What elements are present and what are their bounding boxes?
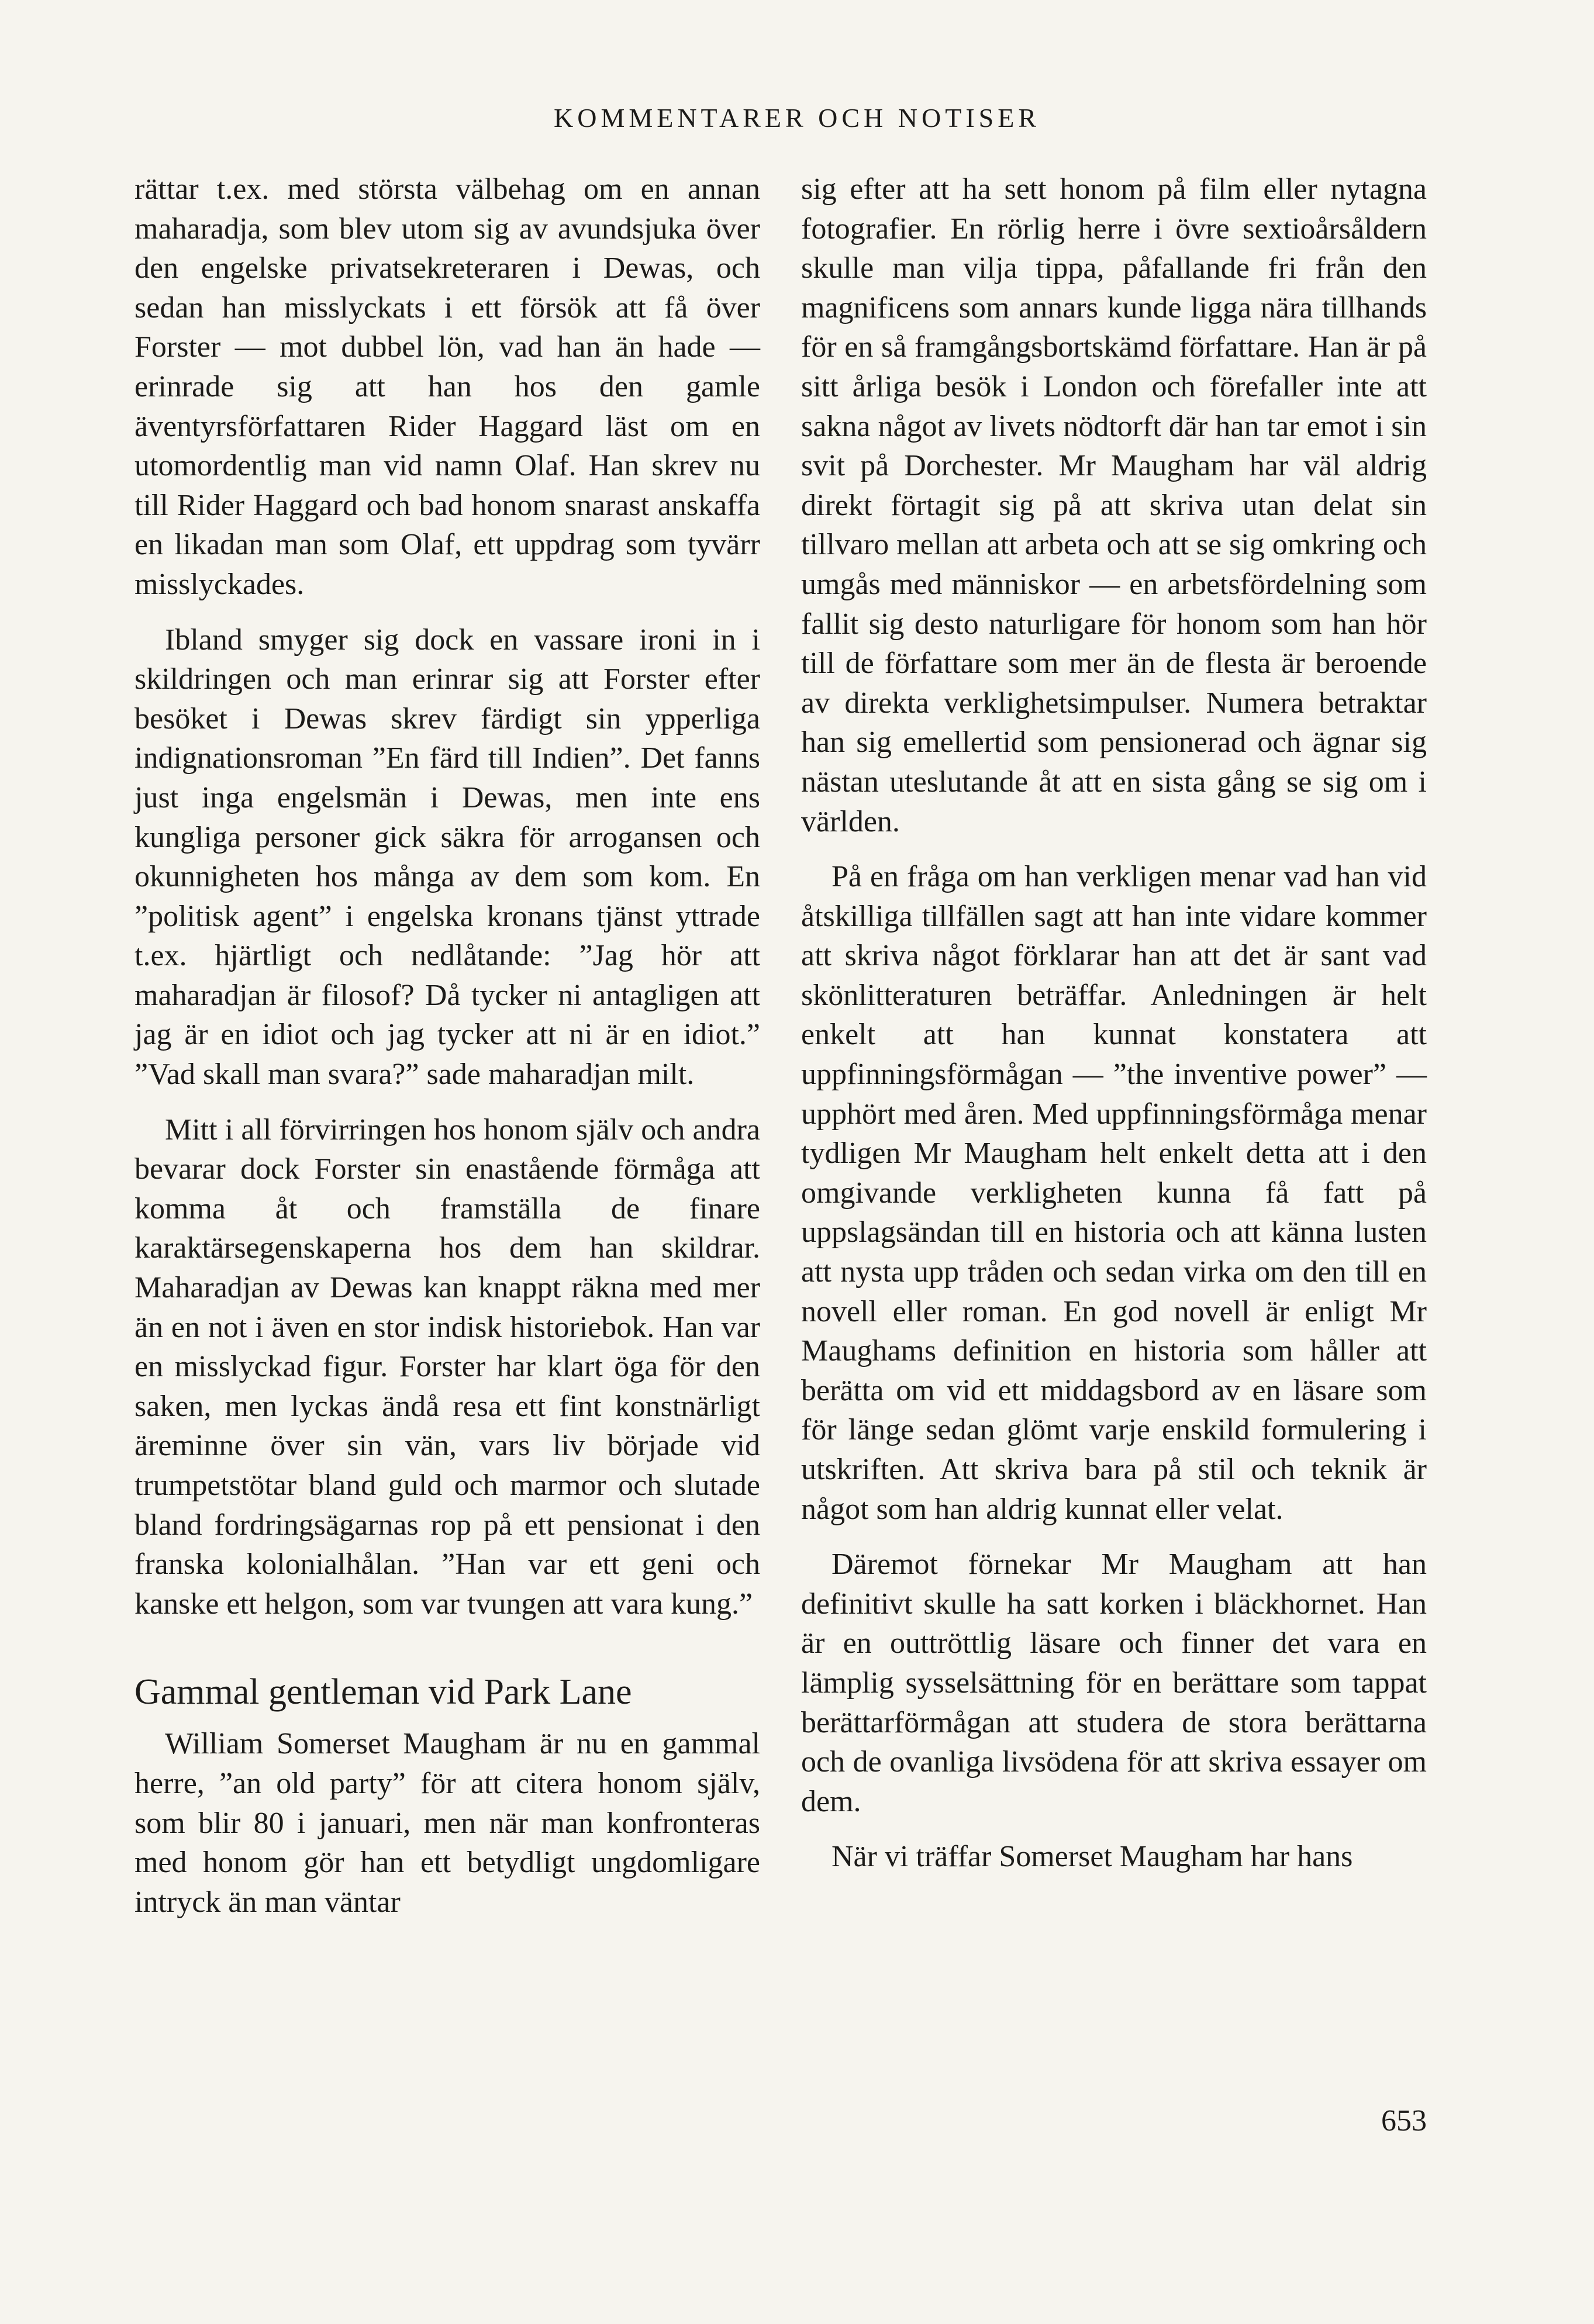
paragraph: När vi träffar Somerset Maugham har hans	[831, 1840, 1353, 1874]
paragraph: William Somerset Maugham är nu en gammal herre, ”an old party” för att citera honom själv, som blir 80 i januari, men när man konfronteras med honom gör han ett betydligt ungdomligare intryck än man väntar	[134, 1727, 760, 1919]
right-column	[801, 170, 1427, 1893]
paragraph: sig efter att ha sett honom på film eller nytagna fotografier. En rörlig herre i övre sextioårsåldern skulle man vilja tippa, påfallande fri från den magnificens som annars kunde ligga nära tillhands för en så framgångsbortskämd författare. Han är på sitt årliga besök i London och förefaller inte att sakna något av livets nödtorft där han tar emot i sin svit på Dorchester. Mr Maugham har väl aldrig direkt förtagit sig på att skriva utan delat sin tillvaro mellan att arbeta och att se sig omkring och umgås med människor — en arbetsfördelning som fallit sig desto naturligare för honom som han hör till de författare som mer än de flesta är beroende av direkta verklighetsimpulser. Numera betraktar han sig emellertid som pensionerad och ägnar sig nästan uteslutande åt att en sista gång se sig om i världen.	[801, 172, 1427, 838]
paragraph: Mitt i all förvirringen hos honom själv och andra bevarar dock Forster sin enastående förmåga att komma åt och framställa de finare karaktärsegenskaperna hos dem han skildrar. Maharadjan av Dewas kan knappt räkna med mer än en not i även en stor indisk historiebok. Han var en misslyckad figur. Forster har klart öga för den saken, men lyckas ändå resa ett fint konstnärligt äreminne över sin vän, vars liv började vid trumpetstötar bland guld och marmor och slutade bland fordringsägarnas rop på ett pensionat i den franska kolonialhålan. ”Han var ett geni och kanske ett helgon, som var tvungen att vara kung.”	[134, 1113, 760, 1621]
left-column	[134, 170, 760, 1938]
running-head: KOMMENTARER OCH NOTISER	[554, 103, 1040, 133]
paragraph: Ibland smyger sig dock en vassare ironi in i skildringen och man erinrar sig att Forster efter besöket i Dewas skrev färdigt sin ypperliga indignationsroman ”En färd till Indien”. Det fanns just inga engelsmän i Dewas, men inte ens kungliga personer gick säkra för arrogansen och okunnigheten hos många av dem som kom. En ”politisk agent” i engelska kronans tjänst yttrade t.ex. hjärtligt och nedlåtande: ”Jag hör att maharadjan är filosof? Då tycker ni antagligen att jag är en idiot och jag tycker att ni är en idiot.” ”Vad skall man svara?” sade maharadjan milt.	[134, 623, 760, 1092]
section-heading: Gammal gentleman vid Park Lane	[134, 1672, 632, 1712]
page-number: 653	[1381, 2104, 1427, 2137]
paragraph: På en fråga om han verkligen menar vad han vid åtskilliga tillfällen sagt att han inte vidare kommer att skriva något förklarar han att det är sant vad skönlitteraturen beträffar. Anledningen är helt enkelt att han kunnat konstatera att uppfinningsförmågan — ”the inventive power” — upphört med åren. Med uppfinningsförmåga menar tydligen Mr Maugham helt enkelt detta att i den omgivande verkligheten kunna få fatt på uppslagsändan till en historia och att känna lusten att nysta upp tråden och sedan virka om den till en novell eller roman. En god novell är enligt Mr Maughams definition en historia som håller att berätta om vid ett middagsbord av en läsare som för länge sedan glömt varje enskild formulering i utskriften. Att skriva bara på stil och teknik är något som han aldrig kunnat eller velat.	[801, 860, 1427, 1526]
paragraph: rättar t.ex. med största välbehag om en annan maharadja, som blev utom sig av avundsjuka över den engelske privatsekreteraren i Dewas, och sedan han misslyckats i ett försök att få över Forster — mot dubbel lön, vad han än hade — erinrade sig att han hos den gamle äventyrsförfattaren Rider Haggard läst om en utomordentlig man vid namn Olaf. Han skrev nu till Rider Haggard och bad honom snarast anskaffa en likadan man som Olaf, ett uppdrag som tyvärr misslyckades.	[134, 172, 760, 601]
paragraph: Däremot förnekar Mr Maugham att han definitivt skulle ha satt korken i bläckhornet. Han är en outtröttlig läsare och finner det vara en lämplig sysselsättning för en berättare som tappat berättarförmågan att studera de stora berättarna och de ovanliga livsödena för att skriva essayer om dem.	[801, 1548, 1427, 1818]
